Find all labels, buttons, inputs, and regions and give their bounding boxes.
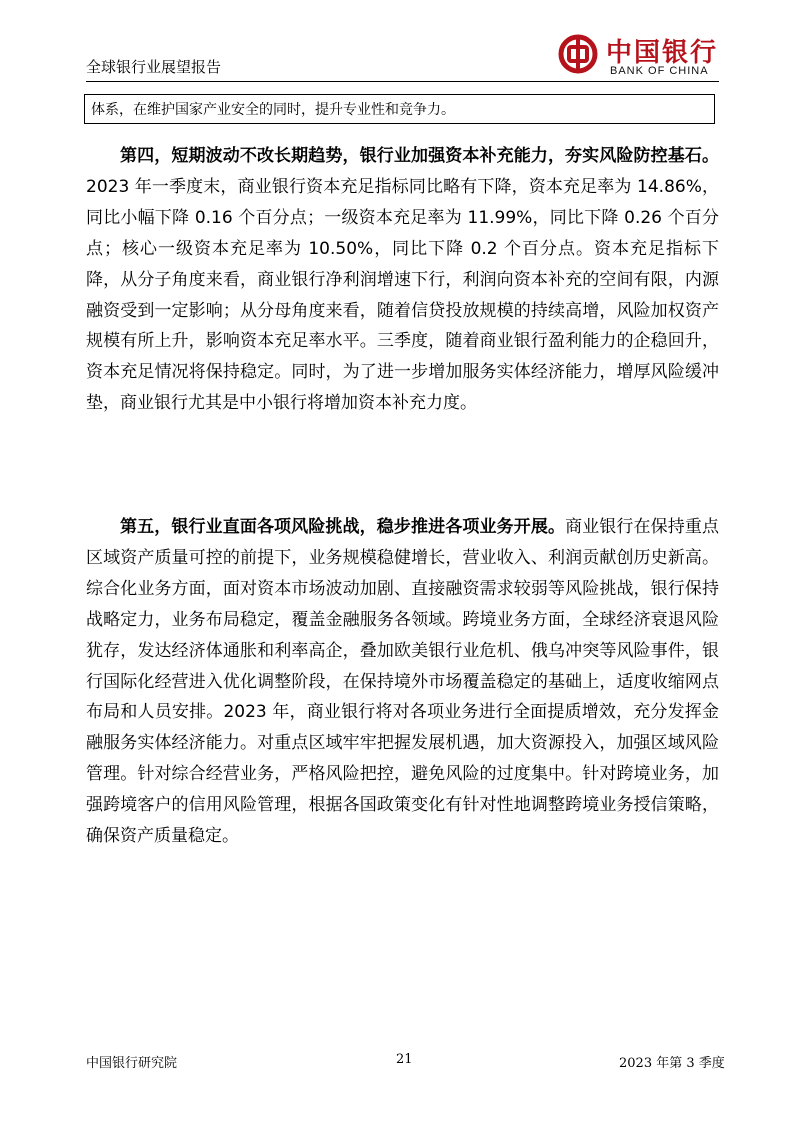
footer-institution: 中国银行研究院 xyxy=(86,1056,178,1071)
paragraph-lead: 第五，银行业直面各项风险挑战，稳步推进各项业务开展。 xyxy=(120,517,566,537)
paragraph-body: 2023 年一季度末，商业银行资本充足指标同比略有下降，资本充足率为 14.86%，同比小幅下降 0.16 个百分点；一级资本充足率为 11.99%，同比下降 0.26 个百分点；核心一级资本充足率为 10.50%，同比下降 0.2 个百分点。资本充足指标下降，从分子角度来看，商业银行净利润增速下行，利润向资本补充的空间有限，内源融资受到一定影响；从分母角度来看，随着信贷投放规模的持续高增，风险加权资产规模有所上升，影响资本充足率水平。三季度，随着商业银行盈利能力的企稳回升，资本充足情况将保持稳定。同时，为了进一步增加服务实体经济能力，增厚风险缓冲垫，商业银行尤其是中小银行将增加资本补充力度。 xyxy=(86,176,719,414)
logo-name-cn: 中国银行 xyxy=(606,38,719,68)
report-title: 全球银行业展望报告 xyxy=(86,58,222,76)
bank-logo xyxy=(558,32,718,82)
paragraph-fifth xyxy=(86,512,719,852)
page-number: 21 xyxy=(396,1052,413,1067)
logo-name-en: BANK OF CHINA xyxy=(610,65,709,77)
bank-of-china-emblem-icon xyxy=(558,34,598,74)
boxed-text-continuation: 体系，在维护国家产业安全的同时，提升专业性和竞争力。 xyxy=(84,94,715,124)
paragraph-body: 商业银行在保持重点区域资产质量可控的前提下，业务规模稳健增长，营业收入、利润贡献创历史新高。综合化业务方面，面对资本市场波动加剧、直接融资需求较弱等风险挑战，银行保持战略定力，业务布局稳定，覆盖金融服务各领域。跨境业务方面，全球经济衰退风险犹存，发达经济体通胀和利率高企，叠加欧美银行业危机、俄乌冲突等风险事件，银行国际化经营进入优化调整阶段，在保持境外市场覆盖稳定的基础上，适度收缩网点布局和人员安排。2023 年，商业银行将对各项业务进行全面提质增效，充分发挥金融服务实体经济能力。对重点区域牢牢把握发展机遇，加大资源投入，加强区域风险管理。针对综合经营业务，严格风险把控，避免风险的过度集中。针对跨境业务，加强跨境客户的信用风险管理，根据各国政策变化有针对性地调整跨境业务授信策略，确保资产质量稳定。 xyxy=(86,517,720,847)
paragraph-lead: 第四，短期波动不改长期趋势，银行业加强资本补充能力，夯实风险防控基石。 xyxy=(120,146,719,166)
header-divider xyxy=(86,81,719,82)
paragraph-fourth xyxy=(86,141,719,419)
footer-period: 2023 年第 3 季度 xyxy=(619,1056,725,1071)
